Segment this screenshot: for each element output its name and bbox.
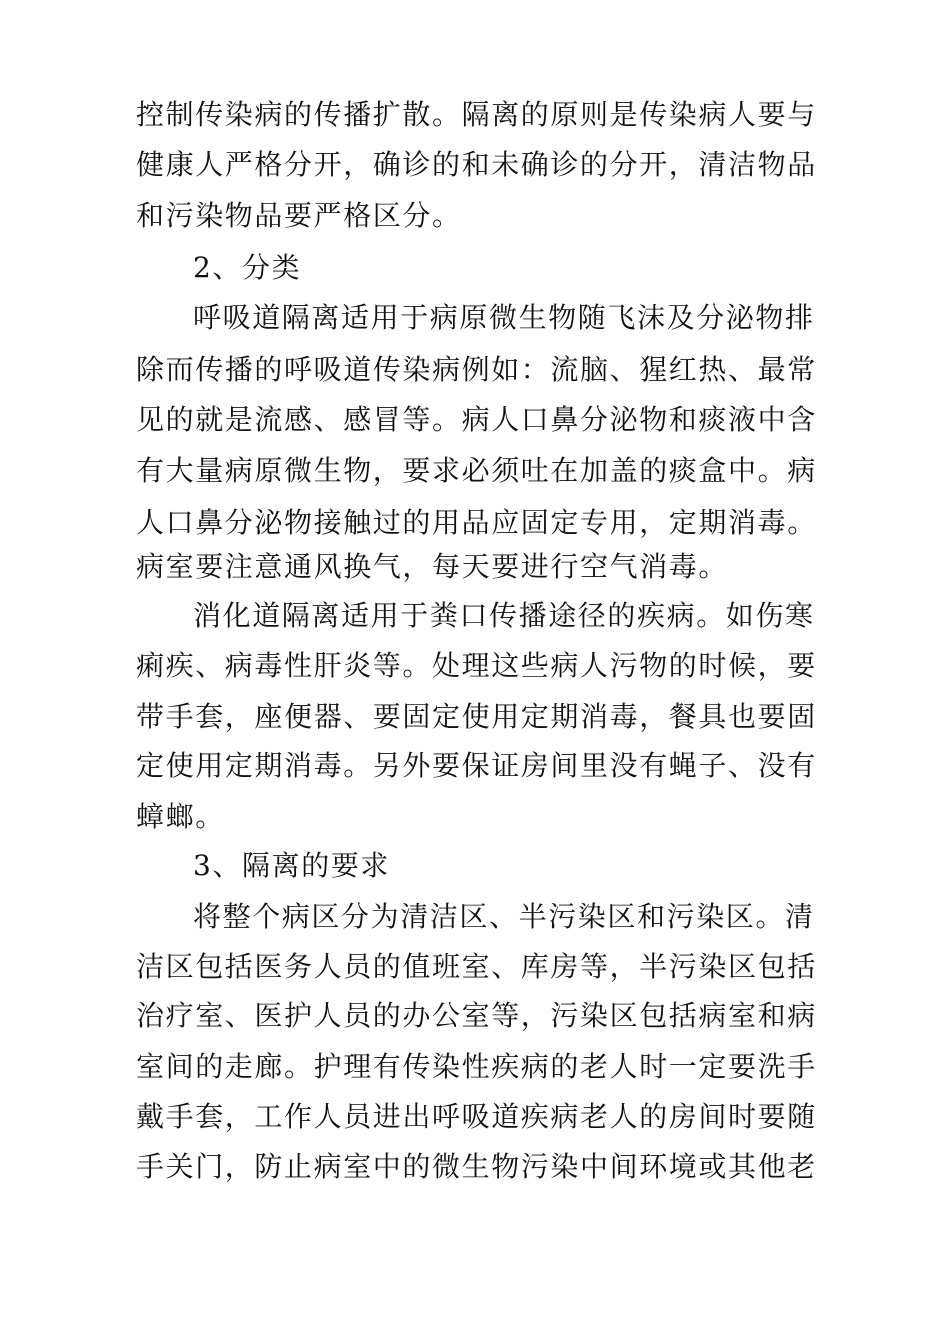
text-line: 控制传染病的传播扩散。隔离的原则是传染病人要与 <box>136 98 817 131</box>
text-line: 洁区包括医务人员的值班室、库房等，半污染区包括 <box>136 950 817 983</box>
section-heading: 2、分类 <box>193 251 302 284</box>
text-line: 除而传播的呼吸道传染病例如：流脑、猩红热、最常 <box>136 353 817 386</box>
text-line: 手关门，防止病室中的微生物污染中间环境或其他老 <box>136 1150 817 1183</box>
text-line: 戴手套，工作人员进出呼吸道疾病老人的房间时要随 <box>136 1100 817 1133</box>
text-line: 健康人严格分开，确诊的和未确诊的分开，清洁物品 <box>136 148 817 181</box>
text-line: 和污染物品要严格区分。 <box>136 199 462 232</box>
text-line: 呼吸道隔离适用于病原微生物随飞沫及分泌物排 <box>193 301 815 334</box>
text-line: 病室要注意通风换气，每天要进行空气消毒。 <box>136 550 729 583</box>
text-line: 带手套，座便器、要固定使用定期消毒，餐具也要固 <box>136 700 817 733</box>
text-line: 治疗室、医护人员的办公室等，污染区包括病室和病 <box>136 999 817 1032</box>
text-line: 蟑螂。 <box>136 800 225 833</box>
text-line: 定使用定期消毒。另外要保证房间里没有蝇子、没有 <box>136 749 817 782</box>
text-line: 有大量病原微生物，要求必须吐在加盖的痰盒中。病 <box>136 454 817 487</box>
text-line: 将整个病区分为清洁区、半污染区和污染区。清 <box>193 900 815 933</box>
text-line: 人口鼻分泌物接触过的用品应固定专用，定期消毒。 <box>136 506 817 539</box>
text-line: 见的就是流感、感冒等。病人口鼻分泌物和痰液中含 <box>136 403 817 436</box>
section-heading: 3、隔离的要求 <box>193 849 391 882</box>
text-line: 室间的走廊。护理有传染性疾病的老人时一定要洗手 <box>136 1050 817 1083</box>
text-line: 消化道隔离适用于粪口传播途径的疾病。如伤寒 <box>193 599 815 632</box>
text-line: 痢疾、病毒性肝炎等。处理这些病人污物的时候，要 <box>136 649 817 682</box>
